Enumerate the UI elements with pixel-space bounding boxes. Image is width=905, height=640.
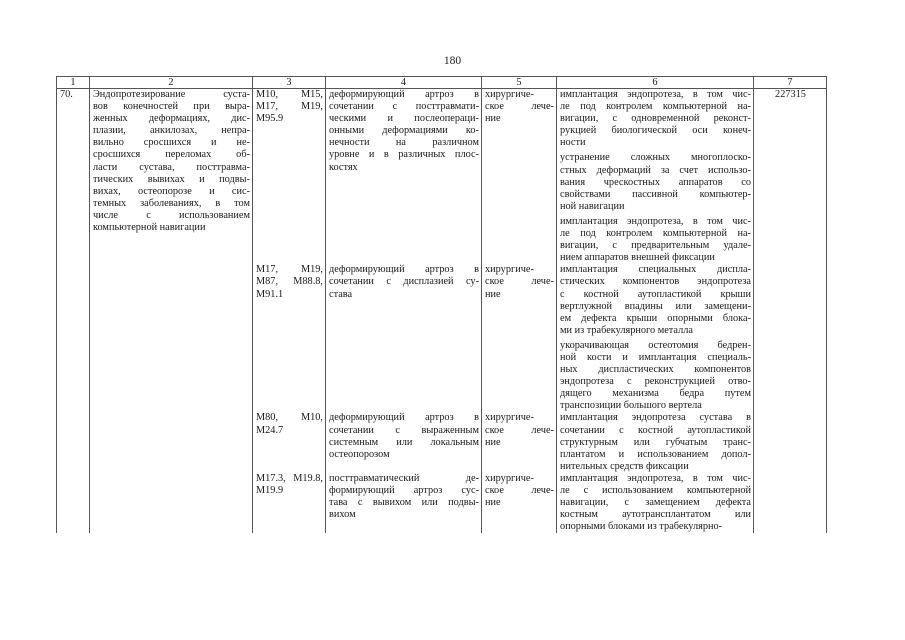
- treatment-method-line: ем дефекта крыши опорными блока-: [560, 312, 751, 324]
- treatment-method-line: свойствами пассивной компьютер-: [560, 188, 751, 200]
- treatment-type-line: ское лече-: [485, 485, 554, 496]
- treatment-method-line: стных деформаций за счет использо-: [560, 164, 751, 176]
- treatment-method-line: имплантация эндопротеза сустава в: [560, 412, 751, 424]
- treatment-methods: [557, 412, 754, 472]
- treatment-method-line: вигации, с одновременной реконст-: [560, 113, 751, 125]
- patient-model-line: сочетании с посттравмати-: [329, 101, 479, 113]
- treatment-type-line: ние: [485, 497, 501, 509]
- treatment-method-line: структурным или губчатым транс-: [560, 436, 751, 448]
- column-header: 4: [326, 77, 482, 89]
- procedure-name-line: ласти сустава, посттравма-: [93, 161, 250, 173]
- treatment-methods: [557, 473, 754, 533]
- procedure-name-line: числе с использованием: [93, 209, 250, 221]
- treatment-method-line: вертлужной впадины или замещени-: [560, 300, 751, 312]
- patient-model-line: системным или локальным: [329, 436, 479, 448]
- procedure-name-line: вов конечностей при выра-: [93, 101, 250, 113]
- treatment-method-line: ле под контролем компьютерной на-: [560, 228, 751, 240]
- treatment-method-line: нительных средств фиксации: [560, 460, 689, 472]
- treatment-method: [560, 412, 751, 472]
- procedure-name-line: Эндопротезирование суста-: [93, 89, 250, 100]
- treatment-method-line: имплантация специальных диспла-: [560, 264, 751, 276]
- icd-codes: [253, 473, 326, 533]
- patient-model-line: сочетании с дисплазией су-: [329, 276, 479, 288]
- icd-code-line: M24.7: [256, 424, 284, 436]
- table-header-row: [57, 77, 827, 89]
- procedure-name: [90, 89, 253, 534]
- treatment-method-line: эндопротеза с реконструкцией отво-: [560, 376, 751, 388]
- icd-code-line: M17.3, M19.8,: [256, 472, 323, 484]
- treatment-method: [560, 152, 751, 212]
- procedure-name-line: плазии, анкилозах, непра-: [93, 125, 250, 137]
- treatment-type-line: ние: [485, 288, 501, 300]
- column-header: 7: [754, 77, 827, 89]
- treatment-method-line: костным аутотрансплантатом или: [560, 509, 751, 521]
- icd-code-line: M19.9: [256, 485, 284, 496]
- procedure-name-line: сросшихся переломах об-: [93, 149, 250, 161]
- treatment-method: [560, 216, 751, 264]
- treatment-type-line: ское лече-: [485, 276, 554, 288]
- treatment-method-line: навигации, с замещением дефекта: [560, 497, 751, 509]
- icd-codes: [253, 412, 326, 472]
- treatment-method-line: рукцией биологической оси конеч-: [560, 125, 751, 137]
- treatment-method: [560, 264, 751, 337]
- treatment-method-line: сочетании с костной аутопластикой: [560, 424, 751, 436]
- patient-model: [326, 473, 482, 533]
- treatment-method-line: дящего механизма бедра путем: [560, 388, 751, 400]
- treatment-method: [560, 473, 751, 533]
- treatment-method-line: ми из трабекулярного металла: [560, 324, 693, 336]
- icd-code-line: M17, M19,: [256, 101, 323, 113]
- treatment-method-line: устранение сложных многоплоско-: [560, 152, 751, 164]
- treatment-method-line: ных диспластических компонентов: [560, 364, 751, 376]
- treatment-method-line: с костной аутопластикой крыши: [560, 288, 751, 300]
- treatment-type-line: хирургиче-: [485, 472, 534, 484]
- patient-model-line: формирующий артроз сус-: [329, 485, 479, 496]
- treatment-method-line: транспозиции большого вертела: [560, 400, 702, 412]
- treatment-method-line: ле с использованием компьютерной: [560, 485, 751, 496]
- patient-model-line: остеопорозом: [329, 448, 390, 460]
- treatment-type-line: ское лече-: [485, 101, 554, 113]
- procedure-name-line: женных деформациях, дис-: [93, 113, 250, 125]
- column-header: 1: [57, 77, 90, 89]
- patient-model-line: вихом: [329, 509, 356, 521]
- column-header: 3: [253, 77, 326, 89]
- treatment-type-line: ние: [485, 436, 501, 448]
- treatment-method-line: вания чрескостных аппаратов со: [560, 176, 751, 188]
- treatment-type: [482, 473, 557, 533]
- icd-code-line: M91.1: [256, 288, 284, 300]
- procedure-name-line: темных заболеваниях, в том: [93, 197, 250, 209]
- icd-code-line: M10, M15,: [256, 89, 323, 100]
- icd-codes: [253, 89, 326, 265]
- treatment-type: [482, 412, 557, 472]
- treatment-type: [482, 89, 557, 265]
- patient-model: [326, 89, 482, 265]
- treatment-method-line: вигации, с предварительным удале-: [560, 240, 751, 252]
- page-number: 180: [443, 55, 462, 67]
- treatment-method-line: нием аппаратов внешней фиксации: [560, 252, 715, 264]
- procedure-name-line: вихах, остеопорозе и сис-: [93, 185, 250, 197]
- treatment-methods: [557, 89, 754, 265]
- patient-model-line: деформирующий артроз в: [329, 412, 479, 424]
- treatment-type-line: хирургиче-: [485, 412, 534, 424]
- icd-code-line: M95.9: [256, 113, 284, 125]
- treatment-method: [560, 340, 751, 413]
- row-number: 70.: [57, 89, 90, 534]
- patient-model-line: деформирующий артроз в: [329, 89, 479, 100]
- treatment-method-line: опорными блоками из трабекулярно-: [560, 521, 723, 533]
- treatment-method-line: плантатом и использованием допол-: [560, 448, 751, 460]
- column-header: 5: [482, 77, 557, 89]
- patient-model-line: костях: [329, 161, 358, 173]
- document-table: [56, 76, 827, 533]
- procedure-name-line: вильно сросшихся и не-: [93, 137, 250, 149]
- column-header: 6: [557, 77, 754, 89]
- patient-model-line: става: [329, 288, 353, 300]
- patient-model-line: сочетании с выраженным: [329, 424, 479, 436]
- treatment-methods: [557, 264, 754, 412]
- treatment-method-line: имплантация эндопротеза, в том чис-: [560, 472, 751, 484]
- treatment-method-line: имплантация эндопротеза, в том чис-: [560, 215, 751, 227]
- table-row: [57, 89, 827, 265]
- treatment-type-line: ское лече-: [485, 424, 554, 436]
- icd-code-line: M17, M19,: [256, 264, 323, 276]
- treatment-type-line: ние: [485, 113, 501, 125]
- treatment-method-line: укорачивающая остеотомия бедрен-: [560, 339, 751, 351]
- treatment-type-line: хирургиче-: [485, 264, 534, 276]
- patient-model: [326, 412, 482, 472]
- treatment-method-line: стических компонентов эндопротеза: [560, 276, 751, 288]
- treatment-method-line: ности: [560, 137, 586, 149]
- treatment-method-line: ной кости и имплантация специаль-: [560, 351, 751, 363]
- patient-model-line: посттравматический де-: [329, 472, 479, 484]
- patient-model-line: нечности на различном: [329, 137, 479, 149]
- treatment-type: [482, 264, 557, 412]
- patient-model-line: уровне и в различных плос-: [329, 149, 479, 161]
- treatment-method-line: ле под контролем компьютерной на-: [560, 101, 751, 113]
- icd-code-line: M87, M88.8,: [256, 276, 323, 288]
- patient-model-line: тава с вывихом или подвы-: [329, 497, 479, 509]
- patient-model-line: ческими и послеопераци-: [329, 113, 479, 125]
- column-header: 2: [90, 77, 253, 89]
- patient-model-line: деформирующий артроз в: [329, 264, 479, 276]
- icd-codes: [253, 264, 326, 412]
- treatment-type-line: хирургиче-: [485, 89, 534, 100]
- patient-model: [326, 264, 482, 412]
- treatment-method-line: ной навигации: [560, 200, 625, 212]
- group-code: 227315: [754, 89, 827, 534]
- treatment-method: [560, 89, 751, 149]
- procedure-name-line: компьютерной навигации: [93, 222, 206, 234]
- treatment-method-line: имплантация эндопротеза, в том чис-: [560, 89, 751, 100]
- icd-code-line: M80, M10,: [256, 412, 323, 424]
- procedure-name-line: тических вывихах и подвы-: [93, 173, 250, 185]
- patient-model-line: онными деформациями ко-: [329, 125, 479, 137]
